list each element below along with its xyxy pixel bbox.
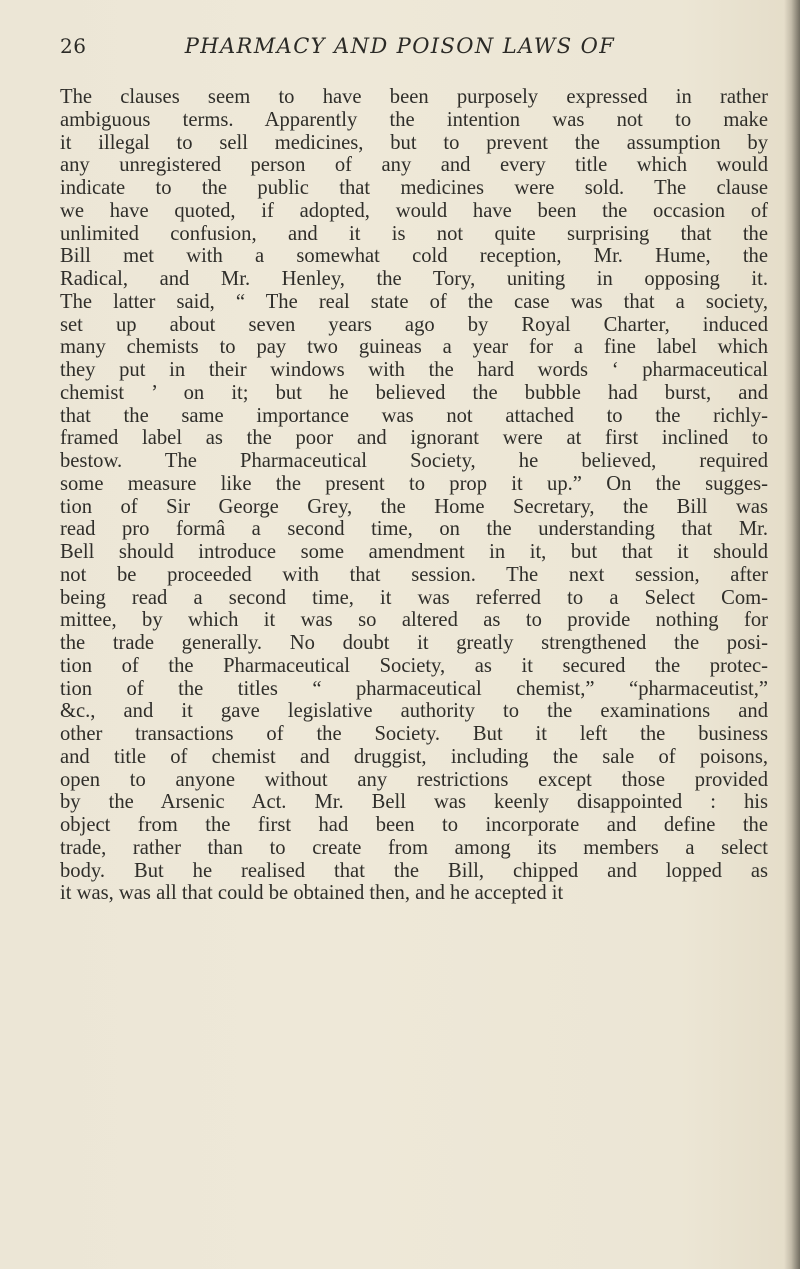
text-line: by the Arsenic Act. Mr. Bell was keenly disappointed : his	[60, 791, 768, 814]
page-binding-edge	[784, 0, 800, 1269]
text-line: &c., and it gave legislative authority to the examinations and	[60, 700, 768, 723]
text-line: ambiguous terms. Apparently the intention was not to make	[60, 108, 768, 131]
text-line: object from the first had been to incorporate and define the	[60, 814, 768, 836]
text-line: other transactions of the Society. But it left the business	[60, 723, 768, 745]
running-head: PHARMACY AND POISON LAWS OF	[184, 34, 616, 58]
text-line: tion of the Pharmaceutical Society, as it secured the protec-	[60, 654, 768, 677]
text-line: The latter said, “ The real state of the case was that a society,	[60, 290, 768, 313]
body-text	[60, 86, 768, 905]
text-line: not be proceeded with that session. The next session, after	[60, 563, 768, 586]
text-line: The clauses seem to have been purposely expressed in rather	[60, 86, 768, 108]
text-line: Bell should introduce some amendment in it, but that it should	[60, 541, 768, 563]
text-line: many chemists to pay two guineas a year for a fine label which	[60, 336, 768, 359]
text-line: some measure like the present to prop it up.” On the sugges-	[60, 472, 768, 495]
text-line: mittee, by which it was so altered as to provide nothing for	[60, 609, 768, 632]
text-line: bestow. The Pharmaceutical Society, he believed, required	[60, 450, 768, 472]
text-line: that the same importance was not attached to the richly-	[60, 404, 768, 427]
text-line: Bill met with a somewhat cold reception, Mr. Hume, the	[60, 245, 768, 268]
text-line: tion of the titles “ pharmaceutical chemist,” “pharmaceutist,”	[60, 677, 768, 700]
text-line: Radical, and Mr. Henley, the Tory, uniting in opposing it.	[60, 268, 768, 290]
text-line: chemist ’ on it; but he believed the bubble had burst, and	[60, 381, 768, 404]
page-header	[0, 34, 800, 66]
text-line: trade, rather than to create from among its members a select	[60, 836, 768, 859]
text-line: read pro formâ a second time, on the understanding that Mr.	[60, 518, 768, 541]
text-line: it illegal to sell medicines, but to prevent the assumption by	[60, 131, 768, 154]
text-line: set up about seven years ago by Royal Charter, induced	[60, 313, 768, 336]
text-line: indicate to the public that medicines were sold. The clause	[60, 177, 768, 199]
text-line: being read a second time, it was referred to a Select Com-	[60, 586, 768, 609]
text-line: and title of chemist and druggist, including the sale of poisons,	[60, 745, 768, 768]
text-line: unlimited confusion, and it is not quite surprising that the	[60, 222, 768, 245]
text-line: tion of Sir George Grey, the Home Secretary, the Bill was	[60, 495, 768, 518]
text-line: we have quoted, if adopted, would have been the occasion of	[60, 199, 768, 222]
text-line: body. But he realised that the Bill, chipped and lopped as	[60, 859, 768, 882]
text-line: the trade generally. No doubt it greatly strengthened the posi-	[60, 632, 768, 654]
text-line: any unregistered person of any and every title which would	[60, 154, 768, 177]
text-line: it was, was all that could be obtained then, and he accepted it	[60, 882, 564, 905]
page-number: 26	[60, 34, 87, 58]
text-line: open to anyone without any restrictions except those provided	[60, 768, 768, 791]
text-line: they put in their windows with the hard words ‘ pharmaceutical	[60, 359, 768, 381]
text-line: framed label as the poor and ignorant were at first inclined to	[60, 427, 768, 450]
